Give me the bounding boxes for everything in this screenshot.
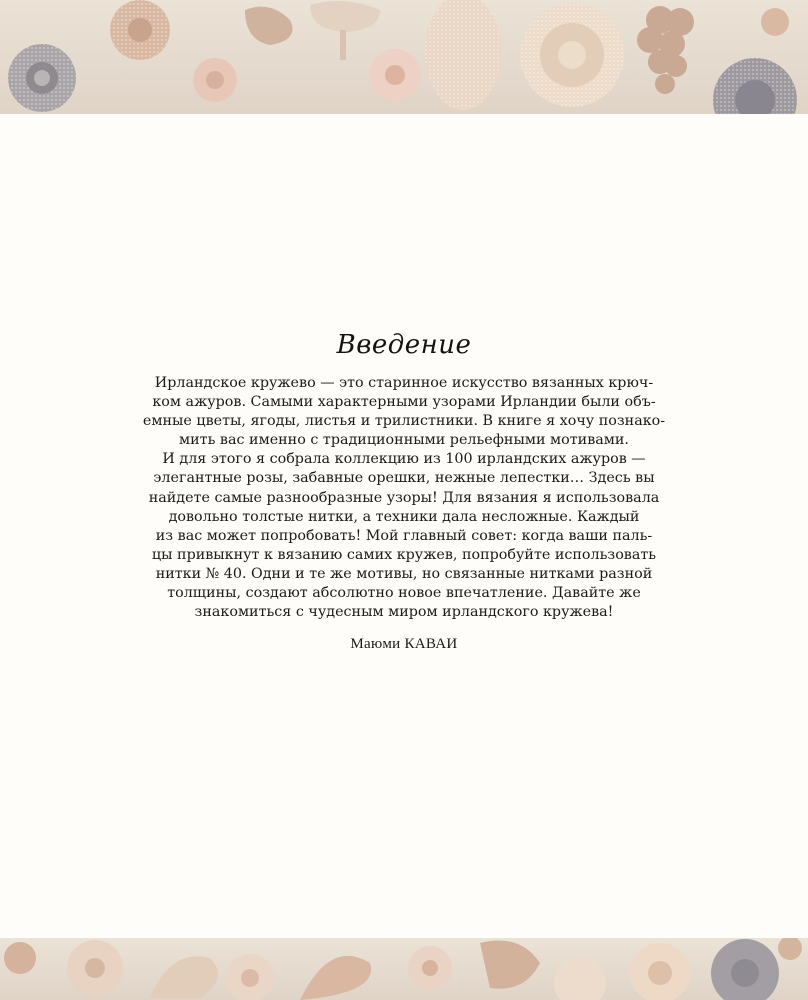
page-title: Введение: [336, 330, 472, 360]
text-line: емные цветы, ягоды, листья и трилистники. В книге я хочу познако-: [142, 413, 666, 430]
text-line: нитки № 40. Одни и те же мотивы, но связанные нитками разной: [155, 565, 653, 582]
crochet-lace-motifs-icon: [0, 938, 808, 1000]
text-line: мить вас именно с традиционными рельефными мотивами.: [179, 432, 629, 449]
top-lace-banner: [0, 0, 808, 114]
text-line: элегантные розы, забавные орешки, нежные лепестки… Здесь вы: [153, 470, 655, 487]
author-signature: Маюми КАВАИ: [350, 636, 458, 653]
text-line: толщины, создают абсолютно новое впечатление. Давайте же: [167, 585, 641, 602]
text-line: И для этого я собрала коллекцию из 100 ирландских ажуров —: [162, 451, 646, 468]
introduction-paragraph: [0, 374, 808, 622]
text-line: Ирландское кружево — это старинное искусство вязанных крюч-: [154, 375, 654, 391]
text-line: цы привыкнут к вязанию самих кружев, попробуйте использовать: [151, 546, 657, 563]
bottom-lace-banner: [0, 938, 808, 1000]
text-line: из вас может попробовать! Мой главный совет: когда ваши паль-: [155, 527, 653, 544]
text-line: найдете самые разнообразные узоры! Для вязания я использовала: [148, 489, 660, 506]
introduction-section: [0, 330, 808, 653]
crochet-lace-motifs-icon: [0, 0, 808, 114]
text-line: довольно толстые нитки, а техники дала несложные. Каждый: [168, 508, 640, 525]
text-line: знакомиться с чудесным миром ирландского кружева!: [194, 604, 614, 621]
text-line: ком ажуров. Самыми характерными узорами Ирландии были объ-: [152, 394, 656, 411]
